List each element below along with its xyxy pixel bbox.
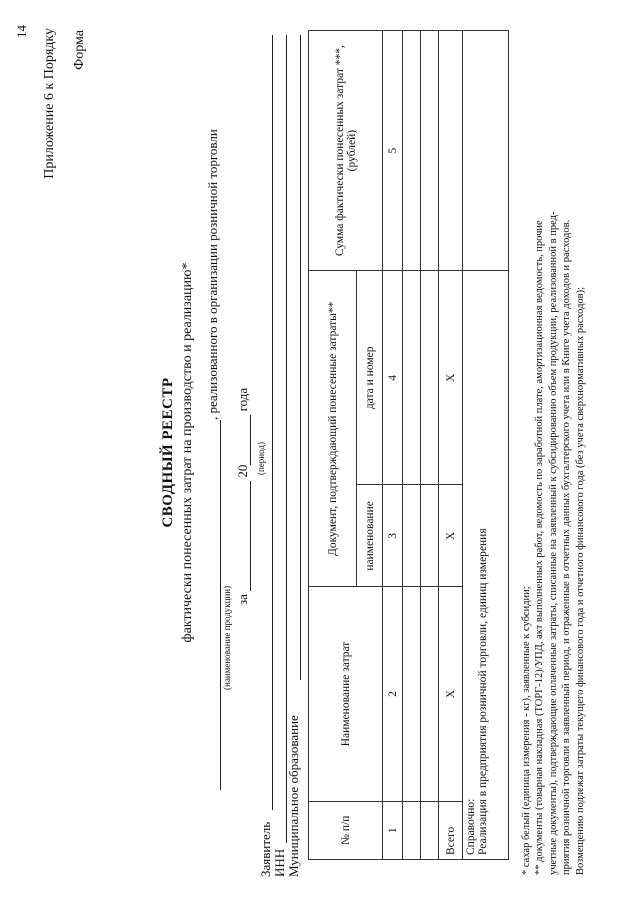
table-row — [421, 31, 439, 860]
total-doc-date: X — [439, 271, 463, 485]
year-blank[interactable] — [236, 415, 251, 465]
table-cell[interactable] — [421, 31, 439, 271]
index-cell: 3 — [383, 485, 403, 587]
table-cell[interactable] — [421, 485, 439, 587]
appendix-reference: Приложение 6 к Порядку — [42, 28, 57, 179]
table-cell[interactable] — [403, 271, 421, 485]
table-cell[interactable] — [403, 587, 421, 801]
table-cell[interactable] — [421, 801, 439, 859]
form-label: Форма — [72, 30, 87, 70]
reference-cell — [463, 271, 509, 860]
municipality-label: Муниципальное образование — [286, 715, 301, 877]
period-caption: (период) — [256, 442, 266, 475]
footnote-line: ** документы (товарная накладная (ТОРГ-12)/УПД, акт выполненных работ, ведомость по заработной плате, амортизационная ведомость, прочие — [534, 220, 546, 875]
year-prefix: 20 — [235, 464, 250, 478]
municipality-blank[interactable] — [300, 35, 301, 680]
footnote-line: * сахар белый (единица измерения - кг), заявленные к субсидии; — [521, 586, 532, 875]
col-cost-name-header: Наименование затрат — [309, 587, 383, 801]
table-index-row — [383, 31, 403, 860]
index-cell: 5 — [383, 31, 403, 271]
product-caption: (наименование продукции) — [222, 585, 232, 690]
table-cell[interactable] — [421, 271, 439, 485]
table-reference-row — [463, 31, 509, 860]
total-doc-name: X — [439, 485, 463, 587]
footnote-line: Возмещению подлежат затраты текущего финансового года и отчетного финансового года (без учета сверхнормативных расходов); — [574, 286, 586, 875]
table-row — [403, 31, 421, 860]
page-number: 14 — [14, 25, 29, 38]
period-line — [235, 388, 251, 605]
footnote-line: приятия розничной торговли в заявленный период, и отраженные в отчетных данных бухгалтерского учета или в Книге учета доходов и расходов. — [561, 219, 573, 875]
period-prefix: за — [235, 594, 250, 605]
document-title: СВОДНЫЙ РЕЕСТР — [160, 377, 176, 528]
col-document-group-header: Документ, подтверждающий понесенные затраты** — [309, 271, 357, 587]
table-cell[interactable] — [403, 31, 421, 271]
total-sum[interactable] — [439, 31, 463, 271]
document-subtitle: фактически понесенных затрат на производство и реализацию* — [180, 262, 195, 643]
product-line-suffix: , реализованного в организации розничной торговли — [205, 129, 220, 420]
index-cell: 1 — [383, 801, 403, 859]
col-sum-header: Сумма фактически понесенных затрат ***, (рублей) — [309, 31, 383, 271]
applicant-label: Заявитель — [258, 821, 273, 877]
reference-value[interactable] — [463, 31, 509, 271]
inn-label: ИНН — [272, 848, 287, 877]
reference-text: Реализация в предприятия розничной торговли, единиц измерения — [477, 528, 489, 855]
table-total-row — [439, 31, 463, 860]
col-doc-name-header: наименование — [357, 485, 383, 587]
total-label: Всего — [439, 801, 463, 859]
index-cell: 2 — [383, 587, 403, 801]
table-cell[interactable] — [421, 587, 439, 801]
total-cost-name: X — [439, 587, 463, 801]
product-line — [205, 110, 221, 790]
applicant-blank[interactable] — [272, 35, 273, 810]
table-cell[interactable] — [403, 485, 421, 587]
product-name-blank[interactable] — [206, 420, 221, 790]
col-doc-date-header: дата и номер — [357, 271, 383, 485]
index-cell: 4 — [383, 271, 403, 485]
period-blank[interactable] — [236, 481, 251, 591]
reference-label: Справочно: — [465, 798, 477, 855]
table-cell[interactable] — [403, 801, 421, 859]
year-suffix: года — [235, 387, 250, 412]
register-table — [308, 30, 509, 860]
footnotes — [520, 25, 587, 875]
col-num-header: № п/п — [309, 801, 383, 859]
table-header-row — [309, 31, 357, 860]
footnote-line: учетные документы), подтверждающие оплаченные затраты, списанные на заявленный к субсидированию объем продукции, реализованной в пред- — [547, 211, 559, 875]
